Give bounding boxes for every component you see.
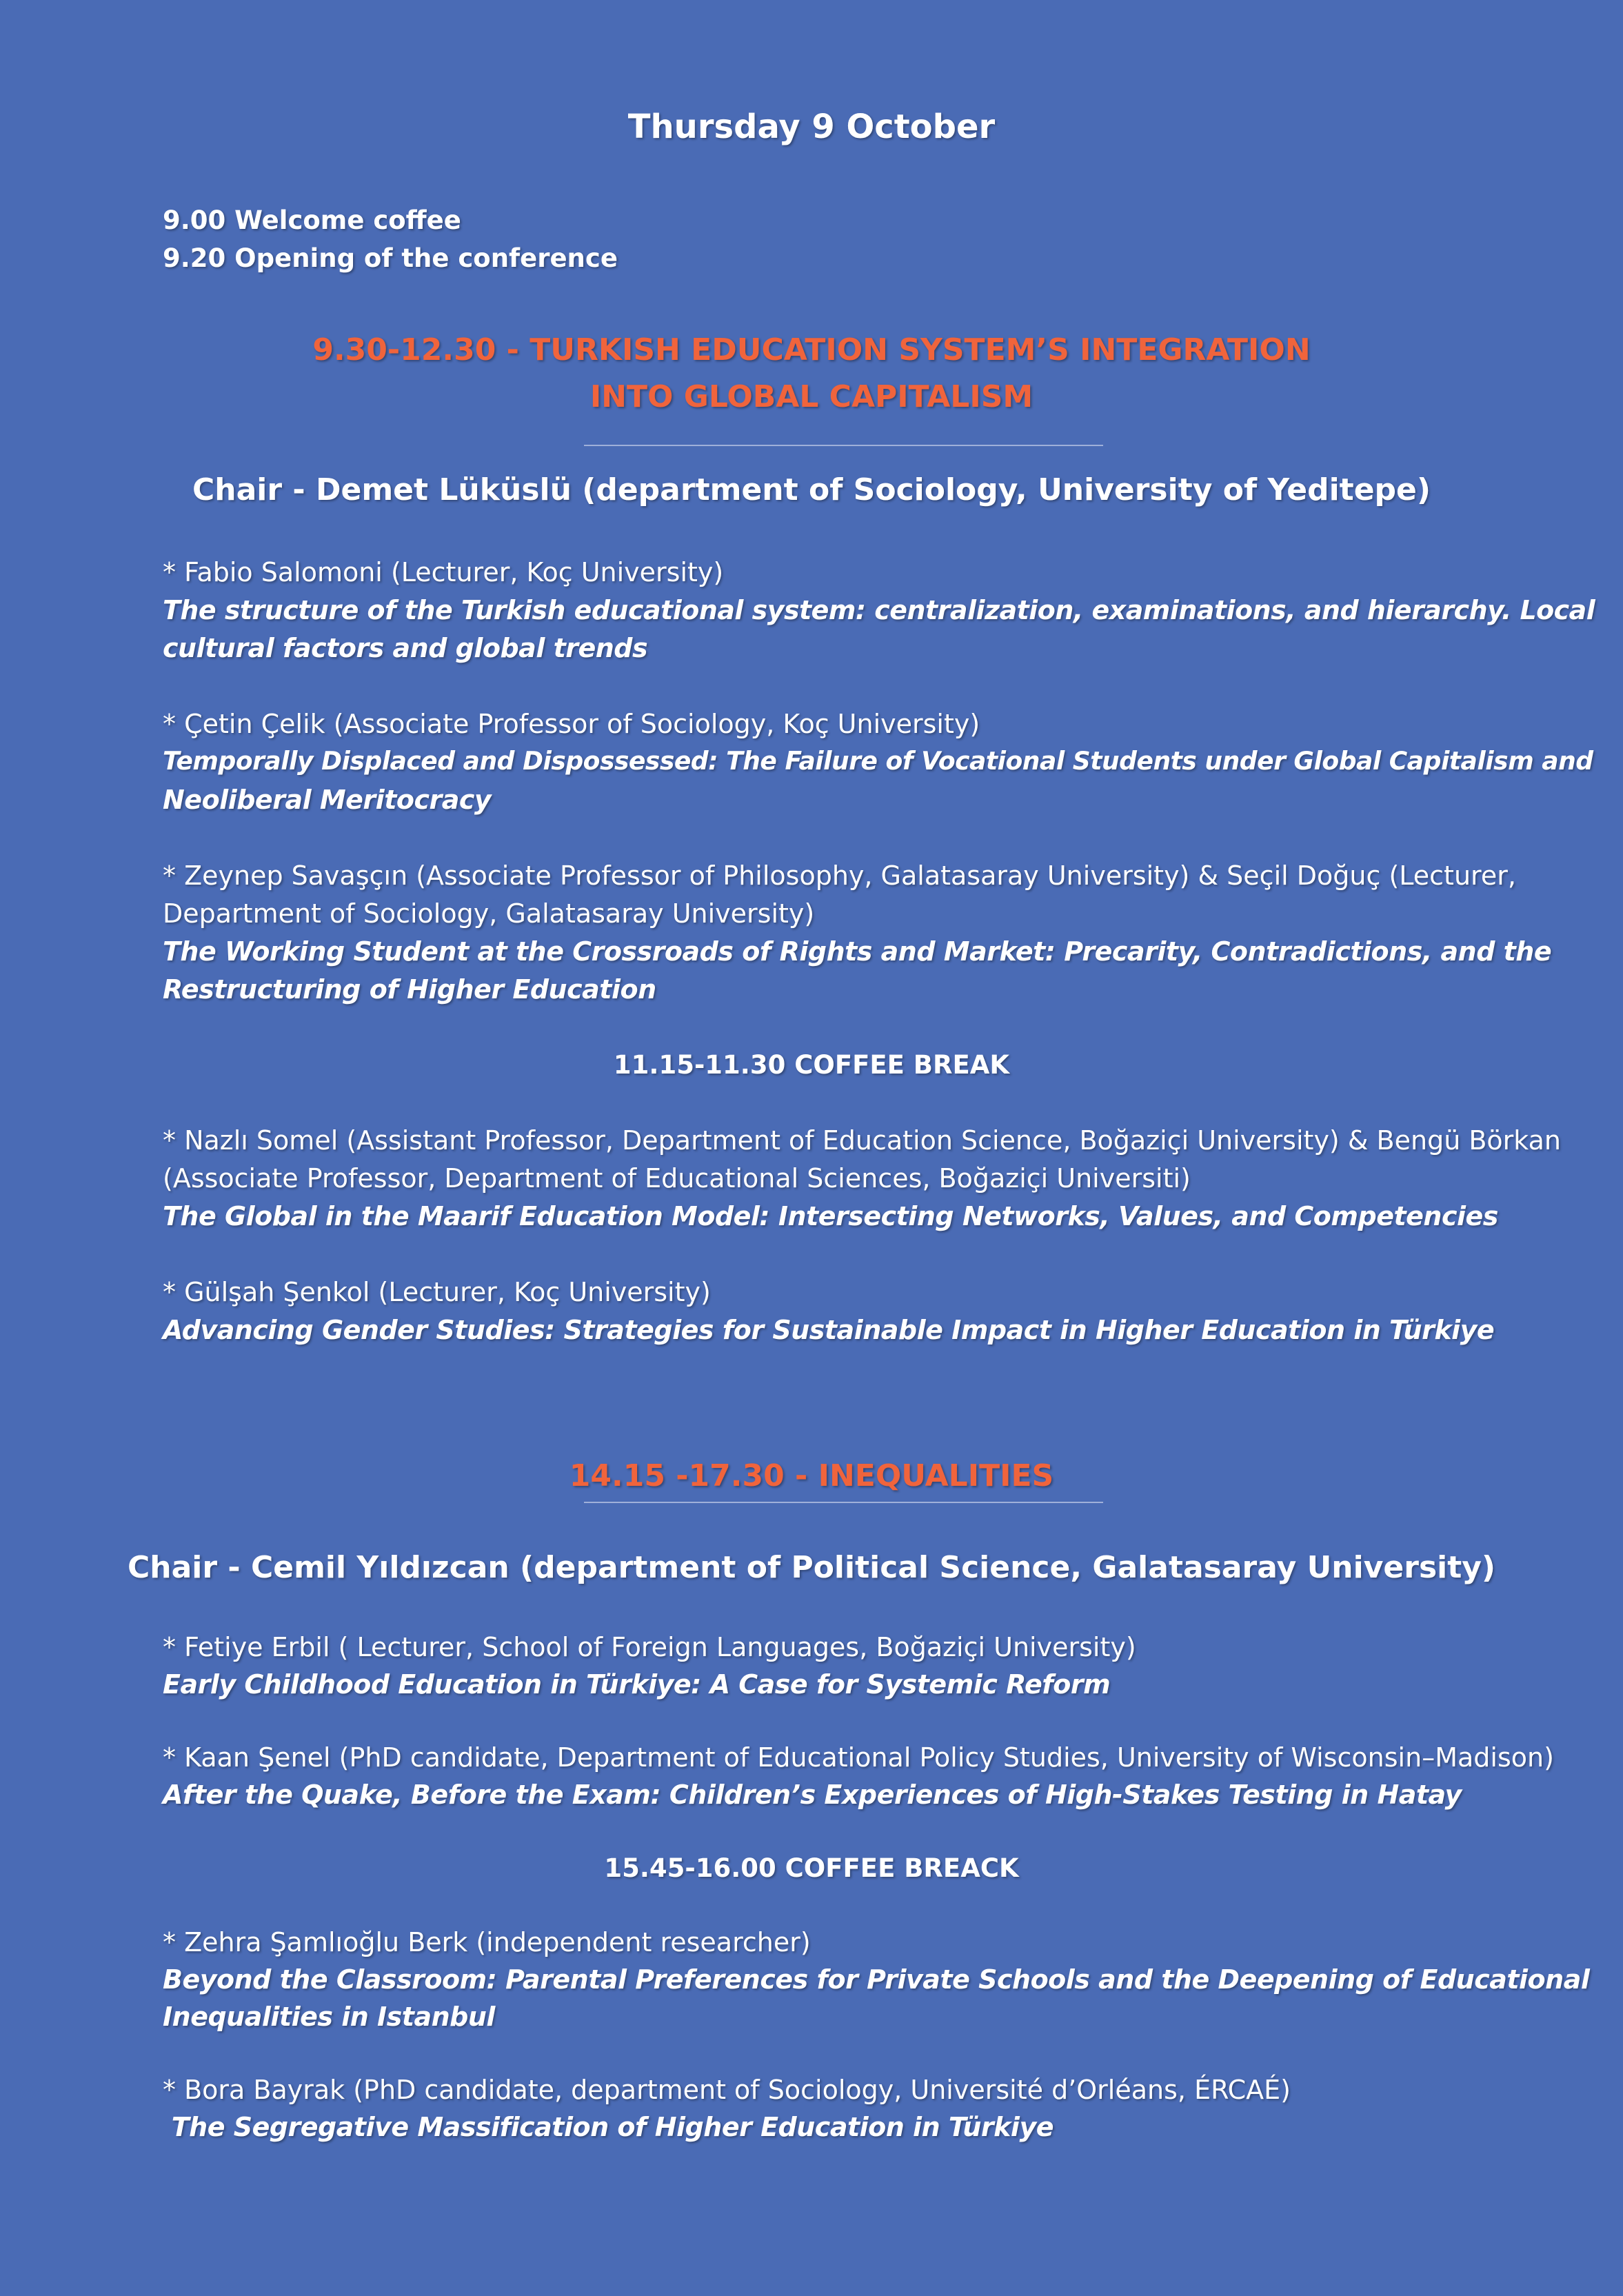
talk-title: The Global in the Maarif Education Model: Intersecting Networks, Values, and Competencies xyxy=(163,1201,1498,1231)
session2-divider xyxy=(584,1502,1103,1503)
talk-speaker: * Gülşah Şenkol (Lecturer, Koç University) xyxy=(163,1277,711,1307)
talk-speaker: * Nazlı Somel (Assistant Professor, Department of Education Science, Boğaziçi University) & Bengü Börkan xyxy=(163,1125,1562,1156)
talk-title: Neoliberal Meritocracy xyxy=(163,785,492,815)
talk-speaker: Department of Sociology, Galatasaray University) xyxy=(163,898,815,929)
talk-speaker: * Çetin Çelik (Associate Professor of Sociology, Koç University) xyxy=(163,709,980,739)
talk-title: The Segregative Massification of Higher Education in Türkiye xyxy=(163,2112,1054,2142)
session1-coffee-break: 11.15-11.30 COFFEE BREAK xyxy=(613,1050,1010,1080)
talk-title: Temporally Displaced and Dispossessed: The Failure of Vocational Students under Global Capitalism and xyxy=(163,747,1593,776)
session1-chair: Chair - Demet Lüküslü (department of Sociology, University of Yeditepe) xyxy=(192,472,1431,507)
talk-title: Inequalities in Istanbul xyxy=(163,2002,495,2032)
talk-speaker: * Bora Bayrak (PhD candidate, department of Sociology, Université d’Orléans, ÉRCAÉ) xyxy=(163,2075,1291,2105)
schedule-item-opening: 9.20 Opening of the conference xyxy=(163,243,618,273)
talk-title: The structure of the Turkish educational system: centralization, examinations, and hierarchy. Local xyxy=(163,595,1595,625)
talk-speaker: * Fetiye Erbil ( Lecturer, School of Foreign Languages, Boğaziçi University) xyxy=(163,1632,1136,1662)
talk-title: Beyond the Classroom: Parental Preferences for Private Schools and the Deepening of Educational xyxy=(163,1964,1590,1995)
day-title: Thursday 9 October xyxy=(627,108,996,146)
talk-title: cultural factors and global trends xyxy=(163,633,648,663)
talk-speaker: * Fabio Salomoni (Lecturer, Koç University) xyxy=(163,557,724,587)
schedule-item-welcome: 9.00 Welcome coffee xyxy=(163,205,461,235)
talk-speaker: (Associate Professor, Department of Educational Sciences, Boğaziçi Universiti) xyxy=(163,1163,1191,1194)
talk-title: The Working Student at the Crossroads of Rights and Market: Precarity, Contradictions, and the xyxy=(163,936,1552,967)
session2-chair: Chair - Cemil Yıldızcan (department of Political Science, Galatasaray University) xyxy=(127,1550,1496,1585)
talk-title: After the Quake, Before the Exam: Children’s Experiences of High-Stakes Testing in Hatay xyxy=(163,1780,1462,1810)
talk-title: Restructuring of Higher Education xyxy=(163,974,656,1005)
talk-title: Early Childhood Education in Türkiye: A Case for Systemic Reform xyxy=(163,1669,1111,1700)
session2-coffee-break: 15.45-16.00 COFFEE BREACK xyxy=(604,1853,1019,1883)
session1-divider xyxy=(584,445,1103,446)
talk-speaker: * Kaan Şenel (PhD candidate, Department of Educational Policy Studies, University of Wisconsin–Madison) xyxy=(163,1742,1554,1773)
talk-speaker: * Zehra Şamlıoğlu Berk (independent researcher) xyxy=(163,1927,811,1957)
session1-title-line2: INTO GLOBAL CAPITALISM xyxy=(589,379,1034,414)
talk-title: Advancing Gender Studies: Strategies for Sustainable Impact in Higher Education in Türkiye xyxy=(163,1315,1495,1345)
talk-speaker: * Zeynep Savaşçın (Associate Professor of Philosophy, Galatasaray University) & Seçil Doğuç (Lecturer, xyxy=(163,860,1516,891)
session1-title-line1: 9.30-12.30 - TURKISH EDUCATION SYSTEM’S INTEGRATION xyxy=(312,332,1311,367)
session2-title: 14.15 -17.30 - INEQUALITIES xyxy=(569,1458,1054,1493)
